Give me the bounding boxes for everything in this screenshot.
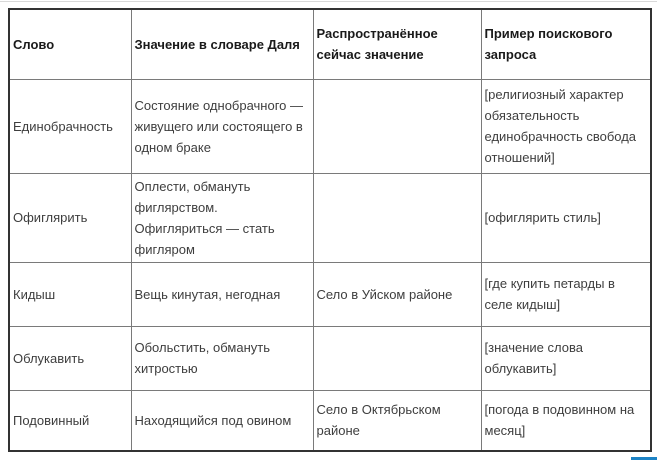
table-row [9, 390, 651, 451]
column-header-dal-meaning: Значение в словаре Даля [131, 9, 313, 79]
query-example-cell: [религиозный характер обязательность единобрачность свобода отношений] [481, 79, 651, 173]
column-header-word: Слово [9, 9, 131, 79]
header-row [9, 9, 651, 79]
dal-meaning-cell: Обольстить, обмануть хитростью [131, 326, 313, 390]
table-row [9, 326, 651, 390]
dal-words-table [8, 8, 652, 452]
word-cell: Кидыш [9, 262, 131, 326]
dal-meaning-cell: Находящийся под овином [131, 390, 313, 451]
word-cell: Облукавить [9, 326, 131, 390]
word-cell: Подовинный [9, 390, 131, 451]
top-divider [0, 1, 657, 2]
dal-meaning-cell: Состояние однобрачного — живущего или состоящего в одном браке [131, 79, 313, 173]
table-body [9, 79, 651, 451]
modern-meaning-cell: Село в Уйском районе [313, 262, 481, 326]
modern-meaning-cell: Село в Октябрьском районе [313, 390, 481, 451]
table-row [9, 79, 651, 173]
modern-meaning-cell [313, 173, 481, 262]
dal-meaning-cell: Вещь кинутая, негодная [131, 262, 313, 326]
word-cell: Офиглярить [9, 173, 131, 262]
bottom-right-accent-bar [631, 457, 657, 460]
table-row [9, 173, 651, 262]
modern-meaning-cell [313, 326, 481, 390]
query-example-cell: [значение слова облукавить] [481, 326, 651, 390]
modern-meaning-cell [313, 79, 481, 173]
query-example-cell: [офиглярить стиль] [481, 173, 651, 262]
word-cell: Единобрачность [9, 79, 131, 173]
dal-meaning-cell: Оплести, обмануть фиглярством. Офигляриться — стать фигляром [131, 173, 313, 262]
column-header-modern-meaning: Распространённое сейчас значение [313, 9, 481, 79]
table-row [9, 262, 651, 326]
query-example-cell: [погода в подовинном на месяц] [481, 390, 651, 451]
column-header-query-example: Пример поискового запроса [481, 9, 651, 79]
query-example-cell: [где купить петарды в селе кидыш] [481, 262, 651, 326]
